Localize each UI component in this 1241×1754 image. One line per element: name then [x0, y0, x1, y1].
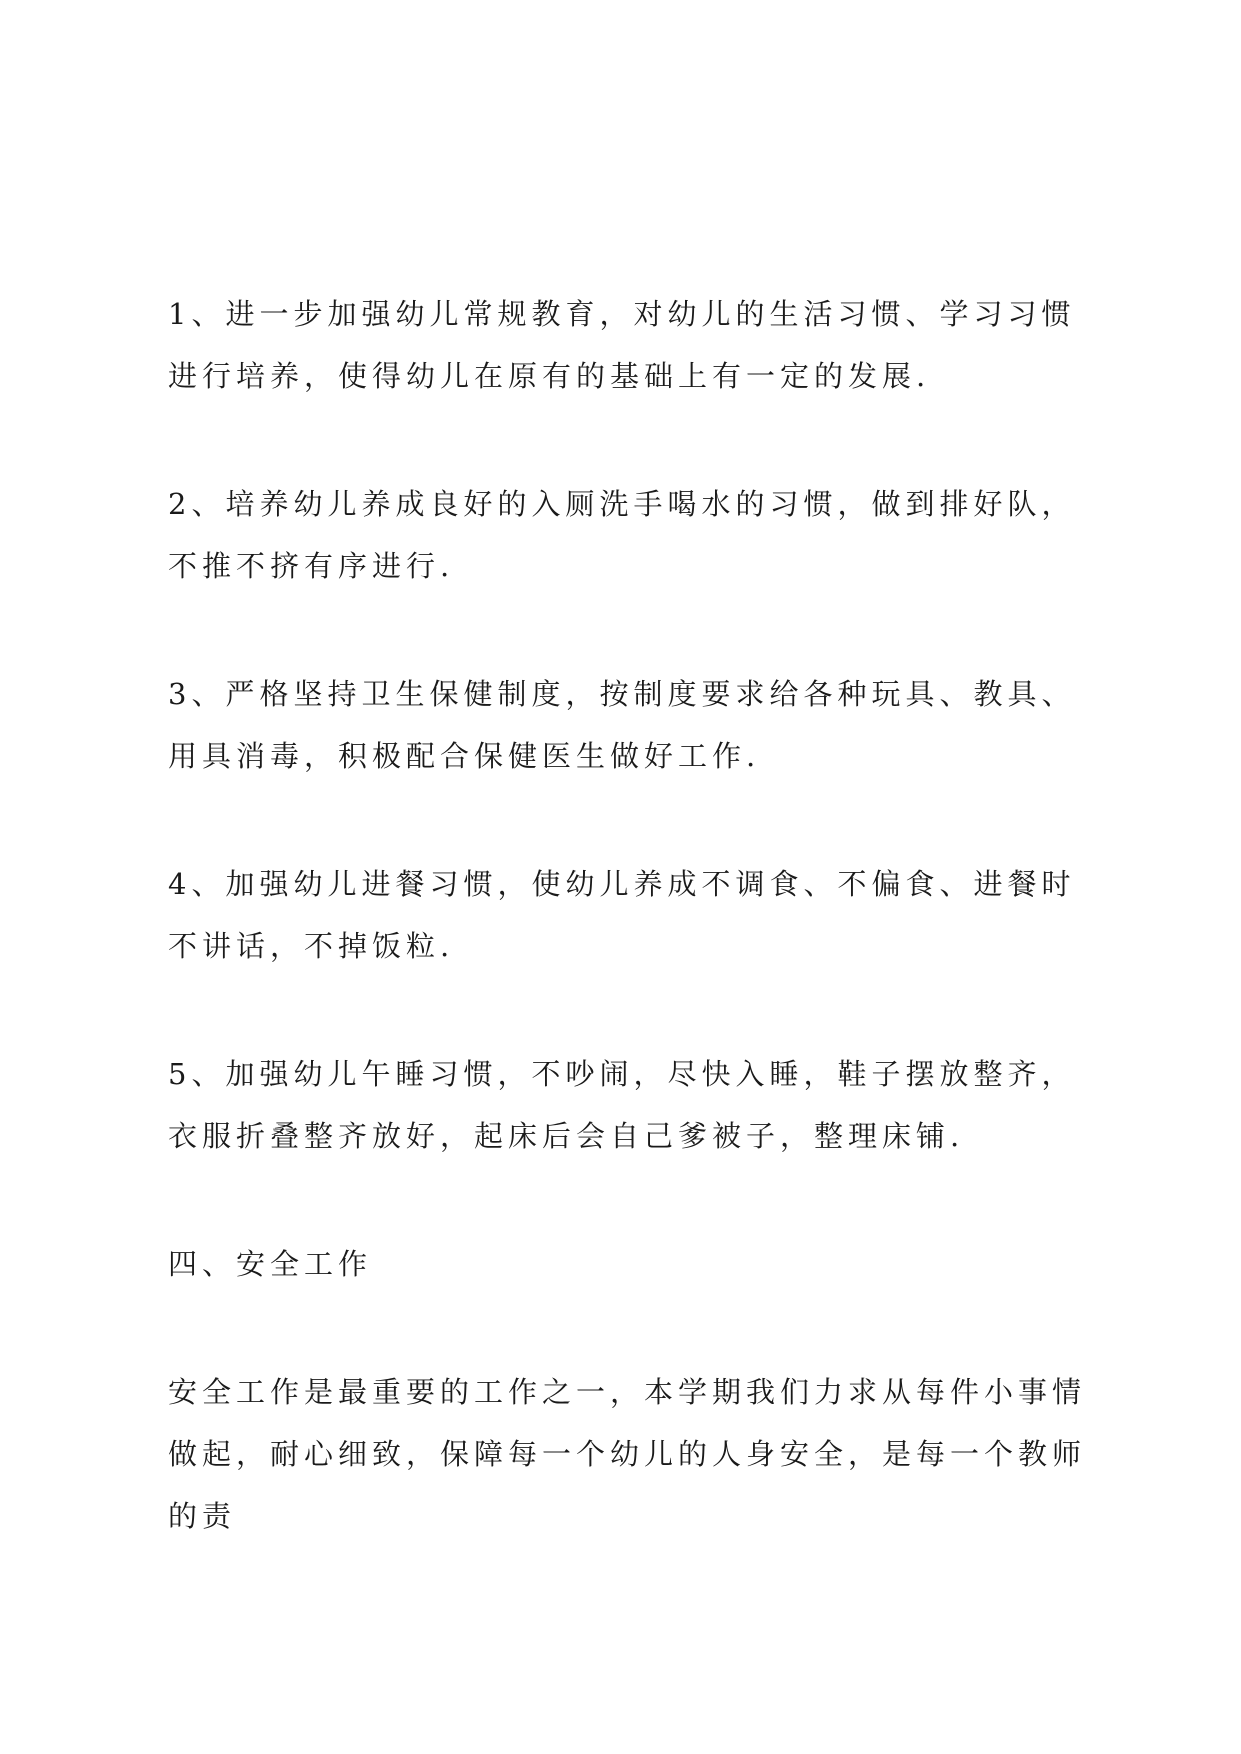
- body-paragraph: 安全工作是最重要的工作之一，本学期我们力求从每件小事情做起，耐心细致，保障每一个幼儿的人身安全，是每一个教师的责: [168, 1375, 1087, 1533]
- paragraph-item-5: 5、加强幼儿午睡习惯，不吵闹，尽快入睡，鞋子摆放整齐，衣服折叠整齐放好，起床后会自己爹被子，整理床铺.: [168, 1057, 1076, 1153]
- paragraph-item-4: 4、加强幼儿进餐习惯，使幼儿养成不调食、不偏食、进餐时不讲话，不掉饭粒.: [168, 867, 1076, 963]
- paragraph-item-3: 3、严格坚持卫生保健制度，按制度要求给各种玩具、教具、用具消毒，积极配合保健医生做好工作.: [168, 677, 1076, 773]
- section-heading: 四、安全工作: [168, 1247, 373, 1281]
- document-body: [168, 283, 1098, 1547]
- paragraph-item-2: 2、培养幼儿养成良好的入厕洗手喝水的习惯，做到排好队，不推不挤有序进行.: [168, 487, 1076, 583]
- paragraph-item-1: 1、进一步加强幼儿常规教育，对幼儿的生活习惯、学习习惯进行培养，使得幼儿在原有的基础上有一定的发展.: [168, 297, 1076, 393]
